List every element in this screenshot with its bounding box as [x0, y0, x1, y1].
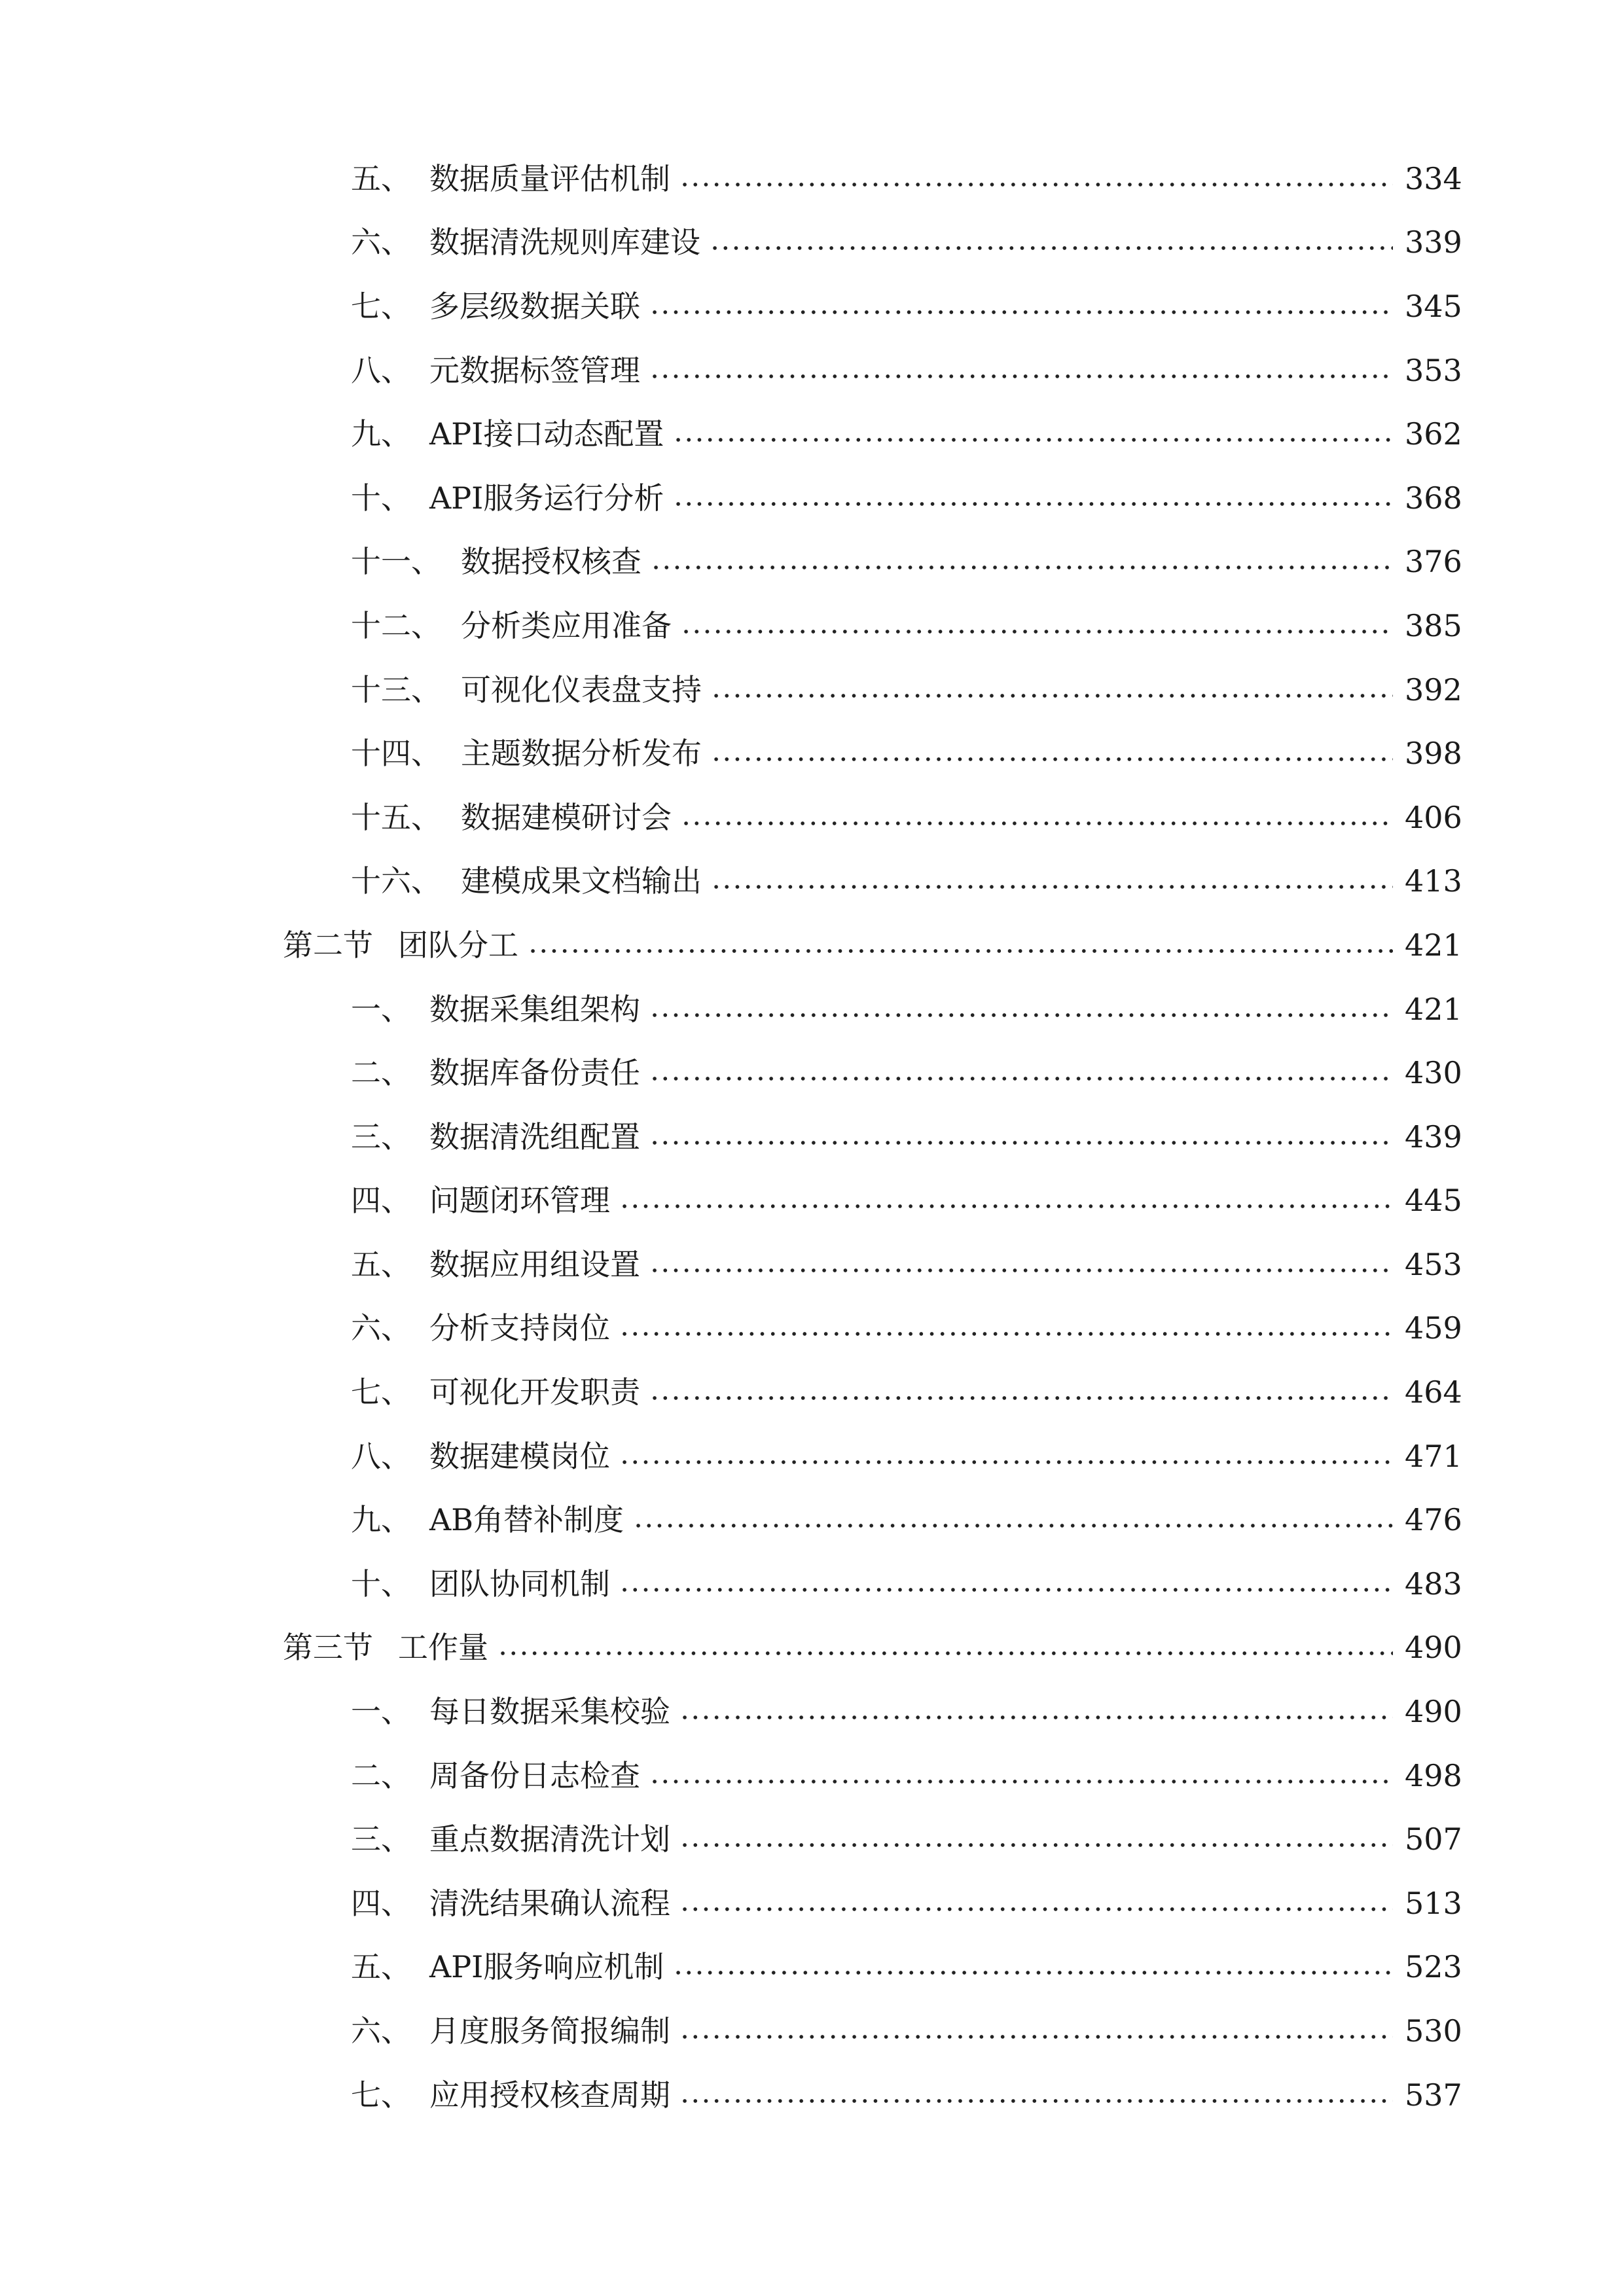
- toc-entry-number: 二、: [351, 1757, 411, 1793]
- toc-entry-title: API接口动态配置: [429, 416, 664, 452]
- toc-entry-title: 数据采集组架构: [429, 991, 640, 1027]
- toc-entry-title: 团队协同机制: [429, 1566, 610, 1602]
- toc-entry-number: 七、: [351, 2077, 411, 2113]
- toc-entry[interactable]: [0, 594, 1624, 658]
- toc-entry-page-number: 430: [1405, 1055, 1462, 1091]
- dot-leader: [649, 1395, 1393, 1401]
- dot-leader: [679, 1714, 1393, 1721]
- toc-entry-title: 分析类应用准备: [461, 607, 672, 643]
- toc-entry[interactable]: [0, 530, 1624, 594]
- dot-leader: [649, 1139, 1393, 1146]
- toc-entry-title: 元数据标签管理: [429, 352, 640, 388]
- toc-entry-title: 数据建模研讨会: [461, 799, 672, 835]
- toc-entry[interactable]: [0, 1679, 1624, 1744]
- toc-entry-number: 十、: [351, 1566, 411, 1602]
- dot-leader: [649, 373, 1393, 380]
- toc-entry-number: 六、: [351, 2013, 411, 2049]
- dot-leader: [673, 501, 1393, 507]
- toc-entry[interactable]: [0, 1297, 1624, 1361]
- dot-leader: [633, 1522, 1393, 1529]
- toc-section-entry[interactable]: [0, 913, 1624, 977]
- toc-entry[interactable]: [0, 1552, 1624, 1616]
- toc-entry-title: 建模成果文档输出: [461, 863, 702, 899]
- toc-entry-page-number: 392: [1405, 672, 1462, 708]
- toc-entry-page-number: 459: [1405, 1310, 1462, 1346]
- toc-entry[interactable]: [0, 721, 1624, 785]
- toc-entry-page-number: 445: [1405, 1183, 1462, 1219]
- toc-entry-number: 八、: [351, 1438, 411, 1474]
- toc-entry-number: 第三节: [283, 1630, 373, 1666]
- toc-entry-page-number: 471: [1405, 1438, 1462, 1474]
- dot-leader: [711, 756, 1393, 762]
- toc-entry[interactable]: [0, 1232, 1624, 1297]
- dot-leader: [619, 1587, 1393, 1593]
- dot-leader: [679, 2098, 1393, 2104]
- toc-entry-title: 月度服务简报编制: [429, 2013, 670, 2049]
- dot-leader: [679, 2034, 1393, 2040]
- dot-leader: [649, 1778, 1393, 1785]
- toc-entry-page-number: 334: [1405, 160, 1462, 196]
- toc-entry-title: 数据质量评估机制: [429, 160, 670, 196]
- toc-entry-page-number: 376: [1405, 544, 1462, 580]
- toc-entry[interactable]: [0, 850, 1624, 914]
- dot-leader: [619, 1459, 1393, 1465]
- toc-entry[interactable]: [0, 466, 1624, 530]
- toc-entry[interactable]: [0, 147, 1624, 211]
- toc-entry-title: 数据授权核查: [461, 544, 641, 580]
- toc-entry-number: 五、: [351, 1246, 411, 1282]
- toc-entry[interactable]: [0, 1871, 1624, 1935]
- toc-entry[interactable]: [0, 211, 1624, 275]
- toc-entry[interactable]: [0, 977, 1624, 1041]
- toc-entry[interactable]: [0, 1360, 1624, 1424]
- toc-entry-page-number: 523: [1405, 1949, 1462, 1985]
- toc-entry-title: 数据应用组设置: [429, 1246, 640, 1282]
- dot-leader: [651, 564, 1393, 571]
- dot-leader: [649, 309, 1393, 315]
- dot-leader: [649, 1012, 1393, 1018]
- toc-entry-title: 数据建模岗位: [429, 1438, 610, 1474]
- toc-entry[interactable]: [0, 658, 1624, 722]
- toc-entry-title: 数据清洗规则库建设: [429, 224, 700, 260]
- toc-entry-page-number: 530: [1405, 2013, 1462, 2049]
- dot-leader: [681, 820, 1393, 827]
- toc-entry[interactable]: [0, 1999, 1624, 2063]
- dot-leader: [649, 1267, 1393, 1274]
- toc-entry-number: 十一、: [351, 544, 441, 580]
- toc-entry-title: 可视化仪表盘支持: [461, 672, 702, 708]
- toc-entry-title: 可视化开发职责: [429, 1374, 640, 1410]
- toc-entry-title: 工作量: [398, 1630, 488, 1666]
- toc-entry-page-number: 439: [1405, 1119, 1462, 1155]
- toc-entry-page-number: 406: [1405, 799, 1462, 835]
- toc-entry-page-number: 413: [1405, 863, 1462, 899]
- toc-entry[interactable]: [0, 402, 1624, 466]
- table-of-contents: [0, 147, 1624, 2126]
- toc-entry[interactable]: [0, 2063, 1624, 2127]
- toc-entry[interactable]: [0, 274, 1624, 338]
- toc-entry-page-number: 476: [1405, 1502, 1462, 1538]
- dot-leader: [679, 1906, 1393, 1912]
- toc-entry-number: 六、: [351, 224, 411, 260]
- toc-entry-number: 一、: [351, 991, 411, 1027]
- toc-entry-page-number: 507: [1405, 1821, 1462, 1857]
- toc-entry[interactable]: [0, 338, 1624, 403]
- toc-entry-page-number: 498: [1405, 1757, 1462, 1793]
- toc-entry-page-number: 362: [1405, 416, 1462, 452]
- toc-entry-title: 团队分工: [398, 927, 518, 963]
- toc-entry-page-number: 345: [1405, 288, 1462, 324]
- toc-entry-number: 四、: [351, 1183, 411, 1219]
- toc-entry-title: API服务运行分析: [429, 480, 664, 516]
- dot-leader: [681, 628, 1393, 635]
- toc-entry-title: 分析支持岗位: [429, 1310, 610, 1346]
- toc-entry[interactable]: [0, 1488, 1624, 1552]
- toc-entry[interactable]: [0, 1041, 1624, 1105]
- dot-leader: [679, 1842, 1393, 1848]
- toc-entry-title: 数据库备份责任: [429, 1055, 640, 1091]
- toc-entry-page-number: 513: [1405, 1885, 1462, 1921]
- toc-entry-page-number: 537: [1405, 2077, 1462, 2113]
- toc-entry-page-number: 339: [1405, 224, 1462, 260]
- toc-entry-number: 十三、: [351, 672, 441, 708]
- dot-leader: [673, 437, 1393, 443]
- toc-entry-title: 清洗结果确认流程: [429, 1885, 670, 1921]
- toc-entry-page-number: 368: [1405, 480, 1462, 516]
- toc-entry-number: 六、: [351, 1310, 411, 1346]
- dot-leader: [710, 245, 1393, 251]
- toc-entry-page-number: 398: [1405, 736, 1462, 772]
- toc-entry-number: 五、: [351, 160, 411, 196]
- dot-leader: [679, 181, 1393, 188]
- toc-entry[interactable]: [0, 1935, 1624, 2000]
- toc-entry-number: 五、: [351, 1949, 411, 1985]
- toc-entry-number: 十六、: [351, 863, 441, 899]
- dot-leader: [711, 884, 1393, 890]
- toc-entry-title: API服务响应机制: [429, 1949, 664, 1985]
- dot-leader: [497, 1650, 1393, 1657]
- toc-entry-number: 七、: [351, 288, 411, 324]
- toc-entry-number: 十五、: [351, 799, 441, 835]
- toc-entry-title: 数据清洗组配置: [429, 1119, 640, 1155]
- toc-entry-number: 二、: [351, 1055, 411, 1091]
- toc-entry-number: 四、: [351, 1885, 411, 1921]
- toc-entry-page-number: 490: [1405, 1630, 1462, 1666]
- toc-entry[interactable]: [0, 1169, 1624, 1233]
- toc-entry-number: 九、: [351, 416, 411, 452]
- toc-entry-title: 问题闭环管理: [429, 1183, 610, 1219]
- toc-entry-page-number: 421: [1405, 927, 1462, 963]
- toc-entry-title: 周备份日志检查: [429, 1757, 640, 1793]
- dot-leader: [649, 1075, 1393, 1082]
- toc-entry-page-number: 353: [1405, 352, 1462, 388]
- dot-leader: [619, 1331, 1393, 1337]
- dot-leader: [528, 948, 1393, 954]
- toc-entry-number: 九、: [351, 1502, 411, 1538]
- toc-entry-title: 重点数据清洗计划: [429, 1821, 670, 1857]
- dot-leader: [673, 1969, 1393, 1976]
- dot-leader: [619, 1203, 1393, 1210]
- toc-entry-number: 十四、: [351, 736, 441, 772]
- toc-entry-page-number: 385: [1405, 607, 1462, 643]
- toc-entry-number: 第二节: [283, 927, 373, 963]
- toc-entry[interactable]: [0, 1105, 1624, 1169]
- toc-entry[interactable]: [0, 785, 1624, 850]
- toc-entry-page-number: 490: [1405, 1694, 1462, 1730]
- toc-entry-page-number: 453: [1405, 1246, 1462, 1282]
- dot-leader: [711, 692, 1393, 699]
- toc-entry-number: 七、: [351, 1374, 411, 1410]
- toc-entry-page-number: 464: [1405, 1374, 1462, 1410]
- toc-entry-number: 十二、: [351, 607, 441, 643]
- toc-entry[interactable]: [0, 1424, 1624, 1488]
- toc-entry-title: 每日数据采集校验: [429, 1694, 670, 1730]
- toc-entry-page-number: 421: [1405, 991, 1462, 1027]
- toc-entry[interactable]: [0, 1744, 1624, 1808]
- toc-entry-title: AB角替补制度: [429, 1502, 624, 1538]
- toc-entry-number: 三、: [351, 1119, 411, 1155]
- toc-entry-number: 十、: [351, 480, 411, 516]
- toc-entry-title: 应用授权核查周期: [429, 2077, 670, 2113]
- toc-section-entry[interactable]: [0, 1616, 1624, 1680]
- toc-entry-number: 一、: [351, 1694, 411, 1730]
- toc-entry-number: 三、: [351, 1821, 411, 1857]
- toc-entry-number: 八、: [351, 352, 411, 388]
- toc-entry-page-number: 483: [1405, 1566, 1462, 1602]
- toc-entry[interactable]: [0, 1807, 1624, 1871]
- toc-entry-title: 多层级数据关联: [429, 288, 640, 324]
- toc-entry-title: 主题数据分析发布: [461, 736, 702, 772]
